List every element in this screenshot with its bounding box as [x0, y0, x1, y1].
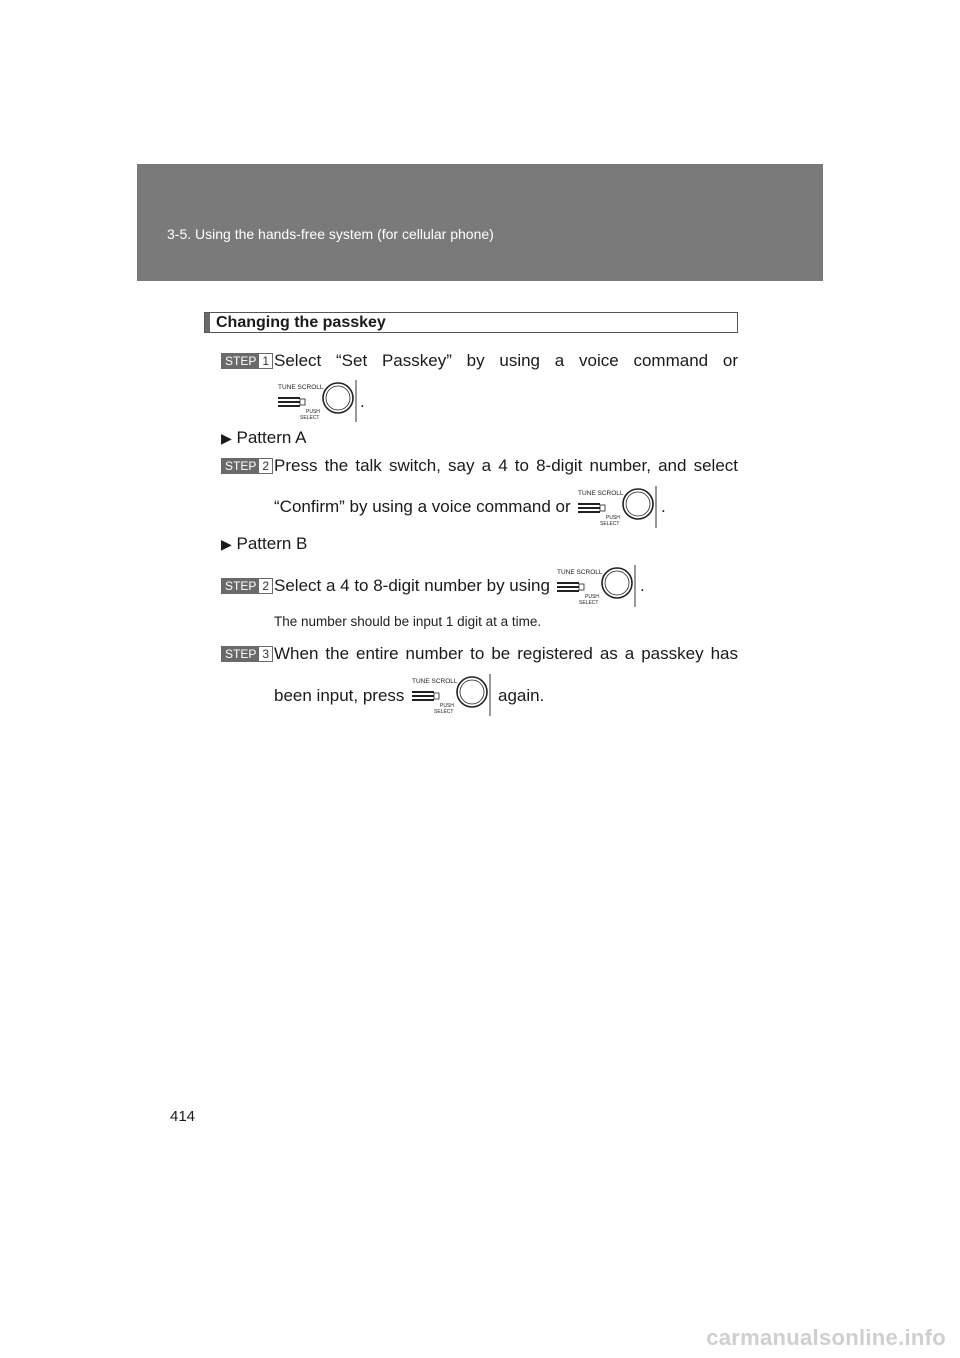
tune-scroll-knob-icon — [574, 486, 658, 528]
step-3-badge: STEP 3 — [221, 646, 273, 662]
pattern-marker-icon: ▶ — [221, 536, 232, 552]
step-2b-tail: . — [640, 576, 645, 595]
svg-text:SELECT: SELECT — [579, 600, 599, 606]
watermark-text: carmanualsonline.info — [706, 1325, 946, 1350]
pattern-marker-icon: ▶ — [221, 430, 232, 446]
svg-text:SELECT: SELECT — [300, 415, 320, 421]
title-accent-bar — [205, 313, 210, 332]
step-2b-text: Select a 4 to 8-digit number by using — [274, 576, 550, 595]
tune-scroll-knob-icon — [408, 674, 492, 716]
svg-text:PUSH: PUSH — [306, 409, 320, 415]
svg-text:SELECT: SELECT — [600, 521, 620, 527]
svg-text:TUNE SCROLL: TUNE SCROLL — [412, 678, 458, 685]
step-3-line2b: again. — [498, 686, 545, 705]
svg-text:TUNE SCROLL: TUNE SCROLL — [278, 384, 324, 391]
svg-text:PUSH: PUSH — [606, 515, 620, 521]
step-3-line1: When the entire number to be registered as a passkey has — [274, 644, 738, 663]
pattern-a: ▶ Pattern A — [221, 428, 307, 447]
step-2a-line1: Press the talk switch, say a 4 to 8-digit number, and select — [274, 456, 738, 475]
svg-text:SELECT: SELECT — [434, 709, 454, 715]
step-2b-badge: STEP 2 — [221, 578, 273, 594]
step-2b-note: The number should be input 1 digit at a time. — [274, 614, 542, 629]
step-1-badge: STEP 1 — [221, 353, 273, 369]
section-title: Changing the passkey — [216, 314, 386, 331]
section-title-box — [204, 312, 738, 333]
svg-text:PUSH: PUSH — [440, 703, 454, 709]
step-2a-badge: STEP 2 — [221, 458, 273, 474]
tune-scroll-knob-icon — [274, 380, 358, 422]
tune-scroll-knob-icon — [553, 565, 637, 607]
svg-text:PUSH: PUSH — [585, 594, 599, 600]
pattern-b: ▶ Pattern B — [221, 534, 308, 553]
step-2a-line2: “Confirm” by using a voice command or — [274, 497, 571, 516]
step-2a-tail: . — [661, 497, 666, 516]
svg-text:TUNE SCROLL: TUNE SCROLL — [557, 569, 603, 576]
header-band — [137, 164, 823, 281]
svg-text:TUNE SCROLL: TUNE SCROLL — [578, 490, 624, 497]
chapter-heading: 3-5. Using the hands-free system (for cellular phone) — [167, 226, 494, 242]
page-number: 414 — [170, 1108, 196, 1125]
step-3-line2a: been input, press — [274, 686, 405, 705]
step-1-tail: . — [360, 392, 365, 411]
watermark-bar — [0, 1318, 960, 1358]
step-1-text: Select “Set Passkey” by using a voice command or — [274, 351, 738, 370]
